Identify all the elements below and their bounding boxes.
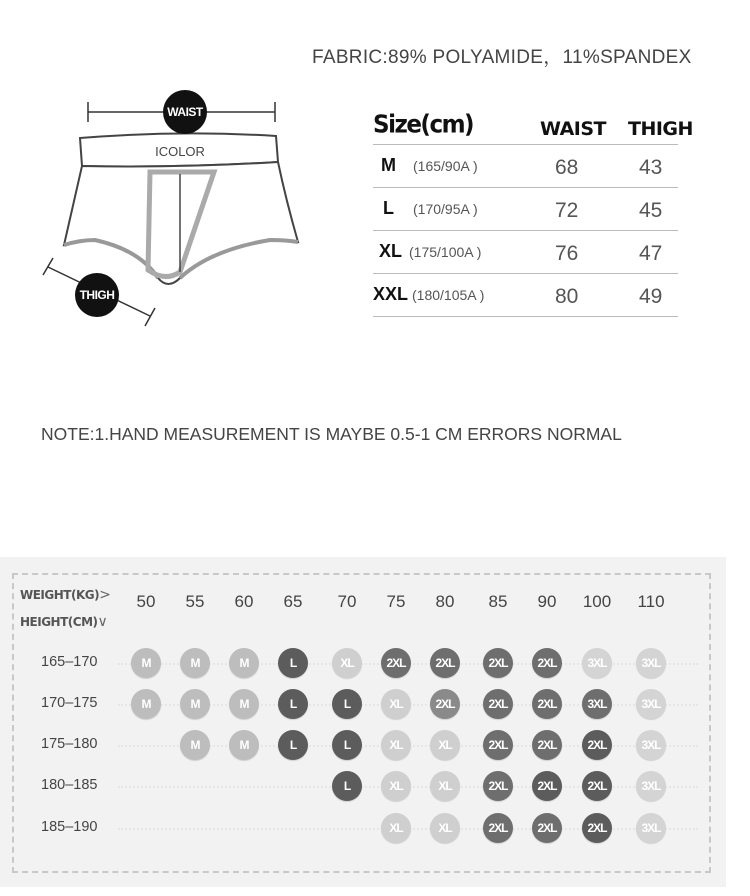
size-chip: 2XL [430, 689, 460, 719]
size-chip: 2XL [582, 771, 612, 801]
size-chip: 2XL [532, 771, 562, 801]
weight-column-label: 65 [283, 592, 303, 611]
height-row-label: 175–180 [41, 736, 98, 752]
thigh-value: 43 [639, 156, 663, 179]
height-row-label: 180–185 [41, 777, 98, 793]
size-label: XL [379, 241, 403, 261]
weight-column-label: 55 [185, 592, 205, 611]
size-chip: 2XL [430, 648, 460, 678]
size-chip: 3XL [582, 689, 612, 719]
size-row-l [373, 188, 678, 231]
size-chip: L [332, 771, 362, 801]
size-table-header [373, 110, 693, 145]
size-chip: 3XL [636, 771, 666, 801]
weight-column-label: 50 [136, 592, 156, 611]
size-spec: (165/90A ) [413, 158, 478, 174]
size-chip: L [278, 689, 308, 719]
brand-logo: ICOLOR [155, 144, 205, 159]
size-chip: 2XL [483, 771, 513, 801]
thigh-value: 47 [639, 242, 663, 265]
size-chip: M [180, 648, 210, 678]
size-chip: 2XL [483, 730, 513, 760]
size-chip: 2XL [532, 730, 562, 760]
size-chip: L [278, 648, 308, 678]
weight-label-text: WEIGHT(KG) [20, 588, 100, 602]
size-spec: (170/95A ) [413, 201, 478, 217]
thigh-tag: THIGH [75, 273, 119, 317]
waist-value: 80 [555, 285, 579, 308]
size-spec: (175/100A ) [409, 244, 482, 260]
thigh-value: 49 [639, 285, 663, 308]
size-chip: XL [332, 648, 362, 678]
size-chip: L [332, 730, 362, 760]
size-chip: L [278, 730, 308, 760]
size-chip: XL [381, 730, 411, 760]
down-arrow-icon: ∨ [97, 614, 108, 630]
size-chip: 3XL [636, 689, 666, 719]
measurement-note: NOTE:1.HAND MEASUREMENT IS MAYBE 0.5-1 CM ERRORS NORMAL [41, 424, 622, 444]
size-chip: M [180, 730, 210, 760]
waist-tag: WAIST [163, 90, 207, 134]
thigh-value: 45 [639, 199, 663, 222]
size-row-m [373, 145, 678, 188]
waist-value: 68 [555, 156, 579, 179]
size-chip: M [229, 648, 259, 678]
size-chip: 2XL [381, 648, 411, 678]
size-chip: XL [430, 813, 460, 843]
size-header: Size(cm) [373, 110, 474, 140]
size-chip: 2XL [532, 689, 562, 719]
waist-header: WAIST [540, 118, 607, 140]
height-row-label: 165–170 [41, 654, 98, 670]
size-chip: 3XL [636, 813, 666, 843]
size-chip: 2XL [582, 813, 612, 843]
weight-column-label: 90 [537, 592, 557, 611]
size-chip: M [131, 648, 161, 678]
weight-axis-label [20, 587, 110, 603]
weight-column-label: 70 [337, 592, 357, 611]
size-label: M [381, 155, 396, 175]
size-chip: 2XL [483, 648, 513, 678]
size-row-xxl [373, 274, 678, 317]
thigh-header: THIGH [628, 118, 693, 140]
size-chip: M [131, 689, 161, 719]
weight-column-label: 100 [582, 592, 612, 611]
size-chip: 2XL [532, 813, 562, 843]
size-label: L [383, 198, 394, 218]
size-chip: M [229, 730, 259, 760]
size-chip: 3XL [582, 648, 612, 678]
size-chip: L [332, 689, 362, 719]
right-arrow-icon: > [99, 587, 111, 603]
weight-column-label: 80 [435, 592, 455, 611]
size-chip: XL [381, 813, 411, 843]
size-row-xl [373, 231, 678, 274]
size-chip: XL [381, 771, 411, 801]
size-table [373, 110, 693, 317]
size-spec: (180/105A ) [412, 287, 485, 303]
height-label-text: HEIGHT(CM) [20, 615, 98, 629]
size-label: XXL [373, 284, 409, 304]
weight-column-label: 85 [488, 592, 508, 611]
size-chip: XL [381, 689, 411, 719]
fabric-composition: FABRIC:89% POLYAMIDE，11%SPANDEX [312, 47, 692, 68]
size-chip: XL [430, 771, 460, 801]
waist-value: 76 [555, 242, 579, 265]
waist-value: 72 [555, 199, 579, 222]
size-chip: 2XL [483, 813, 513, 843]
size-chip: 3XL [636, 648, 666, 678]
weight-column-label: 75 [386, 592, 406, 611]
size-chip: 2XL [532, 648, 562, 678]
size-chip: 2XL [582, 730, 612, 760]
weight-column-label: 60 [234, 592, 254, 611]
size-chip: M [180, 689, 210, 719]
weight-column-label: 110 [637, 592, 665, 611]
size-chip: 3XL [636, 730, 666, 760]
size-chip: XL [430, 730, 460, 760]
height-row-label: 170–175 [41, 695, 98, 711]
size-chip: 2XL [483, 689, 513, 719]
height-row-label: 185–190 [41, 819, 98, 835]
height-axis-label [20, 614, 107, 630]
size-chip: M [229, 689, 259, 719]
